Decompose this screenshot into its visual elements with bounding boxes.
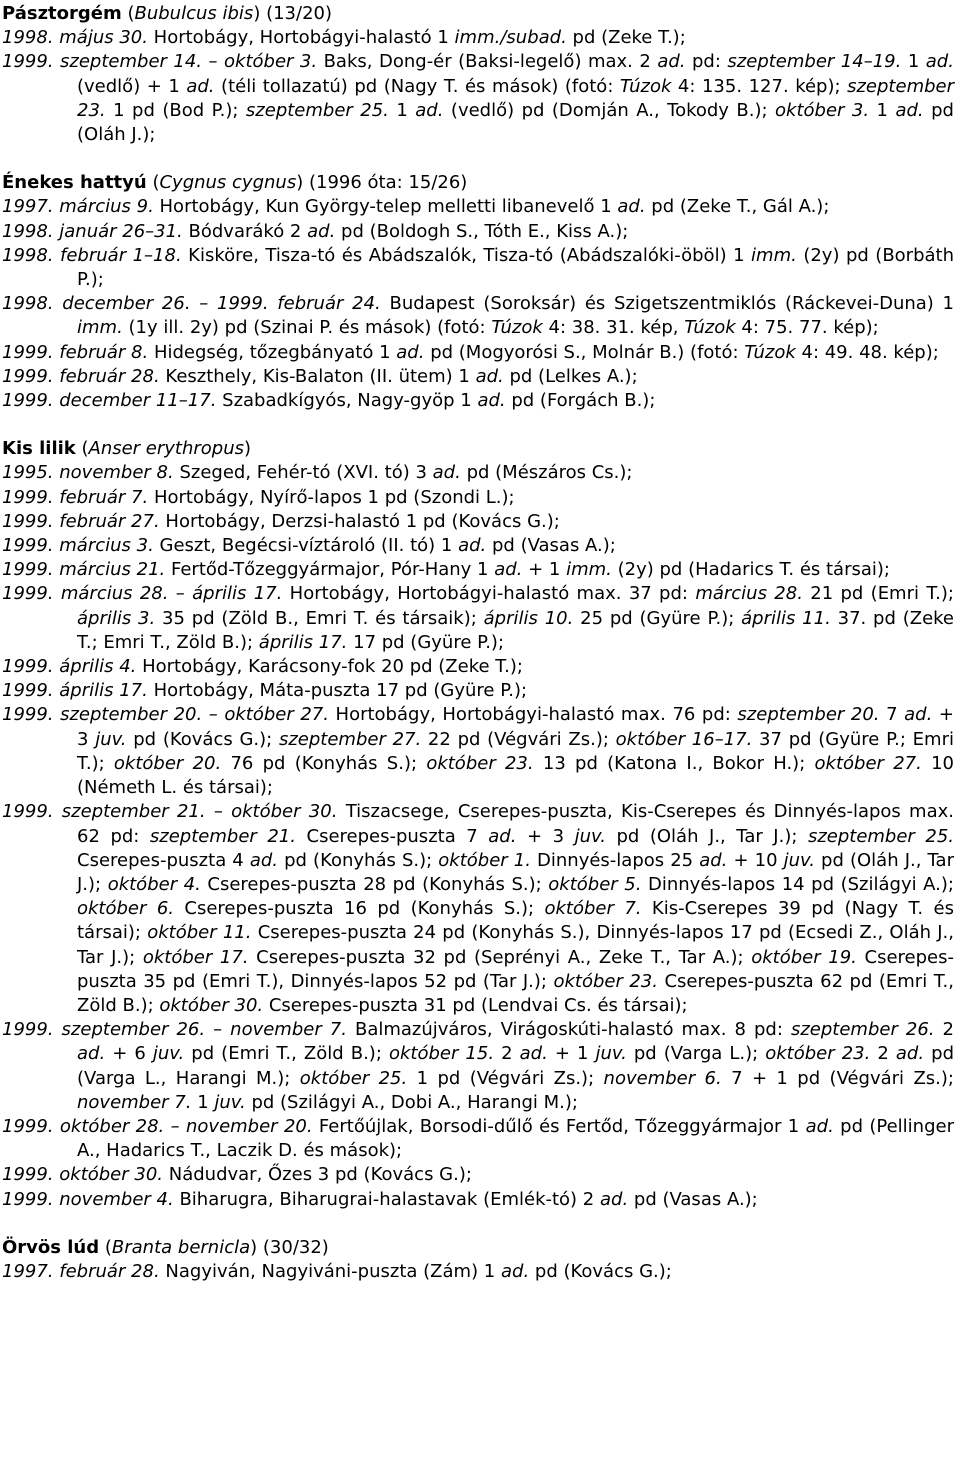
- italic-text: ad.: [494, 559, 523, 581]
- record-entry: 1999. szeptember 20. – október 27. Hortobágy, Hortobágyi-halastó max. 76 pd: szeptember 20. 7 ad. + 3 juv. pd (Kovács G.); szeptember 27. 22 pd (Végvári Zs.); október 16–17. 37 pd (Gyüre P.; Emri T.); október 20. 76 pd (Konyhás S.); október 23. 13 pd (Katona I., Bokor H.); október 27. 10 (Németh L. és társai);: [2, 704, 954, 799]
- italic-text: 1999. október 30.: [2, 1164, 164, 1186]
- italic-text: Túzok: [684, 317, 736, 339]
- italic-text: ad.: [895, 99, 924, 121]
- italic-text: juv.: [574, 825, 606, 847]
- species-name: Énekes hattyú: [2, 172, 147, 194]
- italic-text: Túzok: [744, 341, 796, 363]
- italic-text: szeptember 27.: [278, 728, 422, 750]
- record-entry: 1997. március 9. Hortobágy, Kun György-telep melletti libanevelő 1 ad. pd (Zeke T., Gál A.);: [2, 196, 830, 218]
- italic-text: szeptember 21.: [149, 825, 296, 847]
- italic-text: ad.: [617, 196, 646, 218]
- italic-text: szeptember 26.: [790, 1019, 935, 1041]
- italic-text: juv.: [595, 1043, 627, 1065]
- italic-text: ad.: [415, 99, 444, 121]
- italic-text: szeptember 25.: [807, 825, 954, 847]
- italic-text: 1995. november 8.: [2, 462, 174, 484]
- record-entry: 1998. május 30. Hortobágy, Hortobágyi-halastó 1 imm./subad. pd (Zeke T.);: [2, 27, 686, 49]
- italic-text: ad.: [805, 1115, 834, 1137]
- italic-text: juv.: [783, 849, 815, 871]
- species-record-count: (30/32): [262, 1236, 329, 1258]
- italic-text: 1999. február 7.: [2, 486, 149, 508]
- italic-text: 1999. szeptember 20. – október 27.: [2, 704, 329, 726]
- italic-text: 1997. február 28.: [2, 1260, 160, 1282]
- italic-text: Túzok: [491, 317, 543, 339]
- record-entry: 1999. október 30. Nádudvar, Őzes 3 pd (Kovács G.);: [2, 1164, 472, 1186]
- record-entry: 1999. december 11–17. Szabadkígyós, Nagy-gyöp 1 ad. pd (Forgách B.);: [2, 390, 656, 412]
- italic-text: október 30.: [159, 994, 264, 1016]
- record-entry: 1999. november 4. Biharugra, Biharugrai-halastavak (Emlék-tó) 2 ad. pd (Vasas A.);: [2, 1188, 758, 1210]
- italic-text: juv.: [152, 1043, 185, 1065]
- italic-text: szeptember 20.: [737, 704, 880, 726]
- italic-text: október 23.: [426, 752, 534, 774]
- italic-text: 1999. szeptember 14. – október 3.: [2, 51, 318, 73]
- italic-text: imm./subad.: [454, 27, 567, 49]
- italic-text: 1997. március 9.: [2, 196, 154, 218]
- italic-text: 1999. december 11–17.: [2, 390, 217, 412]
- italic-text: ad.: [458, 535, 487, 557]
- italic-text: imm.: [751, 244, 797, 266]
- record-entry: 1999. február 28. Keszthely, Kis-Balaton (II. ütem) 1 ad. pd (Lelkes A.);: [2, 365, 638, 387]
- record-entry: 1999. április 17. Hortobágy, Máta-puszta 17 pd (Gyüre P.);: [2, 680, 528, 702]
- italic-text: ad.: [500, 1260, 530, 1282]
- italic-text: október 15.: [388, 1043, 495, 1065]
- italic-text: október 11.: [147, 922, 252, 944]
- italic-text: 1999. március 21.: [2, 559, 166, 581]
- species-name: Pásztorgém: [2, 3, 122, 24]
- species-section: [2, 2, 954, 147]
- species-latin-name: Anser erythropus: [88, 438, 245, 460]
- italic-text: ad.: [249, 849, 279, 871]
- italic-text: április 3.: [77, 607, 156, 629]
- italic-text: október 3.: [775, 99, 870, 121]
- italic-text: október 1.: [438, 849, 531, 871]
- italic-text: imm.: [566, 559, 612, 581]
- italic-text: ad.: [307, 220, 336, 242]
- species-latin-name: Bubulcus ibis: [134, 3, 254, 24]
- italic-text: október 20.: [113, 752, 222, 774]
- italic-text: ad.: [396, 341, 425, 363]
- italic-text: október 23.: [553, 970, 658, 992]
- species-heading: Pásztorgém (Bubulcus ibis) (13/20): [2, 3, 332, 24]
- record-entry: 1998. január 26–31. Bódvarákó 2 ad. pd (Boldogh S., Tóth E., Kiss A.);: [2, 220, 629, 242]
- species-section: [2, 171, 954, 413]
- record-entry: 1998. december 26. – 1999. február 24. Budapest (Soroksár) és Szigetszentmiklós (Ráckevei-Duna) 1 imm. (1y ill. 2y) pd (Szinai P. és mások) (fotó: Túzok 4: 38. 31. kép, Túzok 4: 75. 77. kép);: [2, 293, 955, 339]
- italic-text: október 6.: [77, 898, 174, 920]
- record-entry: 1999. február 7. Hortobágy, Nyírő-lapos 1 pd (Szondi L.);: [2, 486, 515, 508]
- italic-text: március 28.: [695, 583, 803, 605]
- italic-text: április 10.: [483, 607, 574, 629]
- record-entry: 1999. március 28. – április 17. Hortobágy, Hortobágyi-halastó max. 37 pd: március 28. 21 pd (Emri T.); április 3. 35 pd (Zöld B., Emri T. és társaik); április 10. 25 pd (Gyüre P.); április 11. 37. pd (Zeke T.; Emri T., Zöld B.); április 17. 17 pd (Gyüre P.);: [2, 583, 955, 653]
- italic-text: ad.: [925, 51, 954, 73]
- italic-text: szeptember 25.: [245, 99, 389, 121]
- record-entry: 1999. szeptember 14. – október 3. Baks, Dong-ér (Baksi-legelő) max. 2 ad. pd: szeptember 14–19. 1 ad. (vedlő) + 1 ad. (téli tollazatú) pd (Nagy T. és mások) (fotó: Túzok 4: 135. 127. kép); szeptember 23. 1 pd (Bod P.); szeptember 25. 1 ad. (vedlő) pd (Domján A., Tokody B.); október 3. 1 ad. pd (Oláh J.);: [2, 51, 955, 146]
- italic-text: ad.: [895, 1043, 925, 1065]
- italic-text: április 11.: [741, 607, 831, 629]
- italic-text: 1999. szeptember 26. – november 7.: [2, 1019, 347, 1041]
- italic-text: 1999. november 4.: [2, 1188, 174, 1210]
- italic-text: 1999. március 28. – április 17.: [2, 583, 283, 605]
- italic-text: 1999. február 28.: [2, 365, 160, 387]
- italic-text: 1998. május 30.: [2, 27, 148, 49]
- record-entry: 1999. szeptember 21. – október 30. Tiszacsege, Cserepes-puszta, Kis-Cserepes és Dinnyés-lapos max. 62 pd: szeptember 21. Cserepes-puszta 7 ad. + 3 juv. pd (Oláh J., Tar J.); szeptember 25. Cserepes-puszta 4 ad. pd (Konyhás S.); október 1. Dinnyés-lapos 25 ad. + 10 juv. pd (Oláh J., Tar J.); október 4. Cserepes-puszta 28 pd (Konyhás S.); október 5. Dinnyés-lapos 14 pd (Szilágyi A.); október 6. Cserepes-puszta 16 pd (Konyhás S.); október 7. Kis-Cserepes 39 pd (Nagy T. és társai); október 11. Cserepes-puszta 24 pd (Konyhás S.), Dinnyés-lapos 17 pd (Ecsedi Z., Oláh J., Tar J.); október 17. Cserepes-puszta 32 pd (Seprényi A., Zeke T., Tar A.); október 19. Cserepes-puszta 35 pd (Emri T.), Dinnyés-lapos 52 pd (Tar J.); október 23. Cserepes-puszta 62 pd (Emri T., Zöld B.); október 30. Cserepes-puszta 31 pd (Lendvai Cs. és társai);: [2, 801, 954, 1016]
- italic-text: november 7.: [77, 1091, 192, 1113]
- species-name: Kis lilik: [2, 438, 76, 460]
- italic-text: október 19.: [751, 946, 857, 968]
- italic-text: 1998. december 26. – 1999. február 24.: [2, 293, 381, 315]
- italic-text: ad.: [519, 1043, 548, 1065]
- record-entry: 1999. március 3. Geszt, Begécsi-víztároló (II. tó) 1 ad. pd (Vasas A.);: [2, 535, 616, 557]
- italic-text: november 6.: [603, 1067, 722, 1089]
- species-latin-name: Branta bernicla: [111, 1236, 251, 1258]
- italic-text: október 23.: [765, 1043, 871, 1065]
- italic-text: április 17.: [258, 631, 348, 653]
- italic-text: ad.: [475, 365, 504, 387]
- record-entry: 1995. november 8. Szeged, Fehér-tó (XVI. tó) 3 ad. pd (Mészáros Cs.);: [2, 462, 633, 484]
- species-record-count: (13/20): [266, 3, 332, 24]
- record-entry: 1999. február 8. Hidegség, tőzegbányató 1 ad. pd (Mogyorósi S., Molnár B.) (fotó: Túzok 4: 49. 48. kép);: [2, 341, 939, 363]
- italic-text: 1999. március 3.: [2, 535, 154, 557]
- italic-text: Túzok: [619, 75, 672, 97]
- italic-text: szeptember 23.: [77, 75, 955, 121]
- record-entry: 1998. február 1–18. Kisköre, Tisza-tó és Abádszalók, Tisza-tó (Abádszalóki-öböl) 1 imm. (2y) pd (Borbáth P.);: [2, 244, 955, 291]
- italic-text: október 5.: [548, 873, 642, 895]
- italic-text: október 16–17.: [615, 728, 753, 750]
- italic-text: ad.: [77, 1043, 106, 1065]
- species-heading: Örvös lúd (Branta bernicla) (30/32): [2, 1236, 329, 1258]
- record-entry: 1999. március 21. Fertőd-Tőzeggyármajor, Pór-Hany 1 ad. + 1 imm. (2y) pd (Hadarics T. és társai);: [2, 559, 890, 581]
- record-entry: 1999. február 27. Hortobágy, Derzsi-halastó 1 pd (Kovács G.);: [2, 510, 560, 532]
- italic-text: juv.: [95, 728, 127, 750]
- italic-text: ad.: [477, 390, 506, 412]
- species-latin-name: Cygnus cygnus: [159, 172, 297, 194]
- italic-text: szeptember 14–19.: [727, 51, 902, 73]
- italic-text: 1999. október 28. – november 20.: [2, 1115, 313, 1137]
- italic-text: 1999. április 17.: [2, 680, 148, 702]
- species-heading: Kis lilik (Anser erythropus): [2, 438, 252, 460]
- italic-text: október 27.: [814, 752, 922, 774]
- species-section: [2, 437, 954, 1212]
- italic-text: ad.: [432, 462, 461, 484]
- italic-text: ad.: [657, 51, 686, 73]
- italic-text: ad.: [488, 825, 517, 847]
- record-entry: 1997. február 28. Nagyiván, Nagyiváni-puszta (Zám) 1 ad. pd (Kovács G.);: [2, 1260, 672, 1282]
- italic-text: 1998. február 1–18.: [2, 244, 182, 266]
- italic-text: ad.: [186, 75, 215, 97]
- italic-text: 1999. február 27.: [2, 510, 160, 532]
- italic-text: október 7.: [544, 898, 642, 920]
- italic-text: október 17.: [142, 946, 249, 968]
- italic-text: 1999. február 8.: [2, 341, 149, 363]
- record-entry: 1999. szeptember 26. – november 7. Balmazújváros, Virágoskúti-halastó max. 8 pd: szeptember 26. 2 ad. + 6 juv. pd (Emri T., Zöld B.); október 15. 2 ad. + 1 juv. pd (Varga L.); október 23. 2 ad. pd (Varga L., Harangi M.); október 25. 1 pd (Végvári Zs.); november 6. 7 + 1 pd (Végvári Zs.); november 7. 1 juv. pd (Szilágyi A., Dobi A., Harangi M.);: [2, 1019, 954, 1113]
- italic-text: ad.: [699, 849, 728, 871]
- species-heading: Énekes hattyú (Cygnus cygnus) (1996 óta: 15/26): [2, 172, 468, 194]
- italic-text: október 25.: [299, 1067, 408, 1089]
- italic-text: juv.: [214, 1091, 246, 1113]
- species-record-count: (1996 óta: 15/26): [308, 172, 468, 194]
- italic-text: ad.: [904, 704, 933, 726]
- italic-text: ad.: [599, 1188, 629, 1210]
- species-section: [2, 1236, 954, 1284]
- italic-text: október 4.: [107, 873, 201, 895]
- italic-text: 1999. április 4.: [2, 656, 137, 678]
- record-entry: 1999. április 4. Hortobágy, Karácsony-fok 20 pd (Zeke T.);: [2, 656, 523, 678]
- species-name: Örvös lúd: [2, 1236, 100, 1258]
- italic-text: imm.: [77, 317, 123, 339]
- italic-text: 1999. szeptember 21. – október 30.: [2, 801, 338, 823]
- italic-text: 1998. január 26–31.: [2, 220, 183, 242]
- record-entry: 1999. október 28. – november 20. Fertőújlak, Borsodi-dűlő és Fertőd, Tőzeggyármajor 1 ad. pd (Pellinger A., Hadarics T., Laczik D. és mások);: [2, 1115, 954, 1162]
